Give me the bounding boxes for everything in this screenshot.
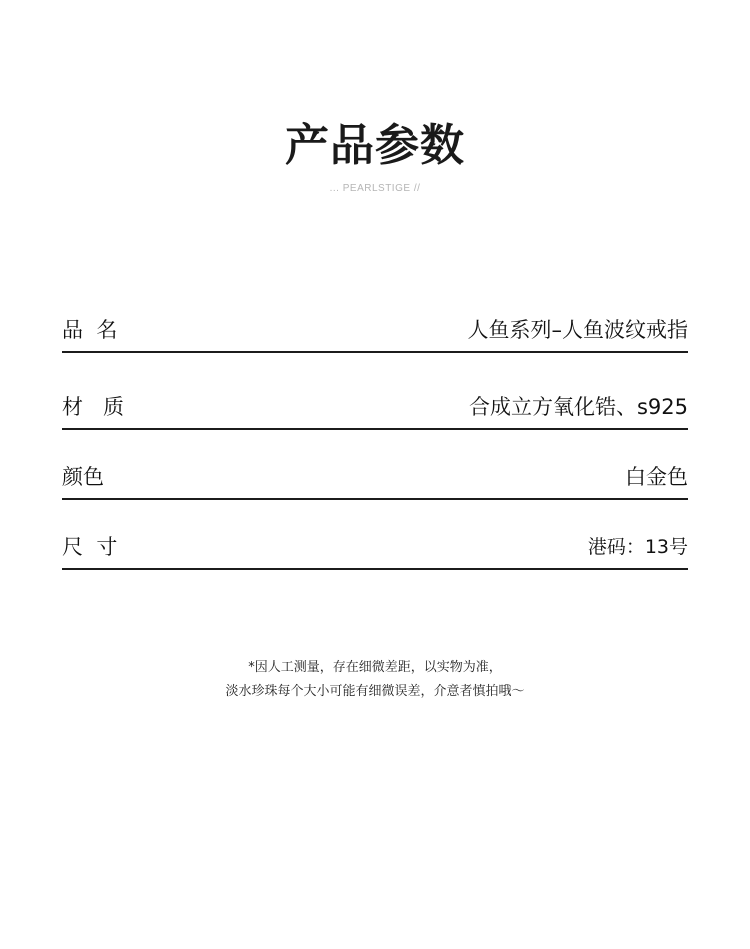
spec-value: 合成立方氧化锆、s925 — [468, 395, 688, 419]
spec-label: 材 质 — [62, 395, 125, 419]
spec-value: 白金色 — [625, 465, 688, 489]
spec-row-material — [62, 390, 688, 430]
disclaimer-note — [0, 656, 750, 704]
spec-row-name — [62, 310, 688, 353]
spec-row-size — [62, 532, 688, 570]
spec-label: 品 名 — [62, 318, 118, 342]
spec-value: 港码：13号 — [587, 536, 688, 558]
spec-label: 尺 寸 — [62, 535, 118, 559]
disclaimer-line-1: *因人工测量，存在细微差距，以实物为准， — [248, 660, 502, 675]
page-title: 产品参数 — [285, 120, 465, 171]
spec-value: 人鱼系列–人鱼波纹戒指 — [467, 318, 688, 342]
spec-label: 颜色 — [62, 465, 104, 489]
spec-row-color — [62, 461, 688, 500]
brand-subtitle: ... PEARLSTIGE // — [329, 183, 421, 194]
disclaimer-line-2: 淡水珍珠每个大小可能有细微误差，介意者慎拍哦～ — [225, 684, 525, 699]
